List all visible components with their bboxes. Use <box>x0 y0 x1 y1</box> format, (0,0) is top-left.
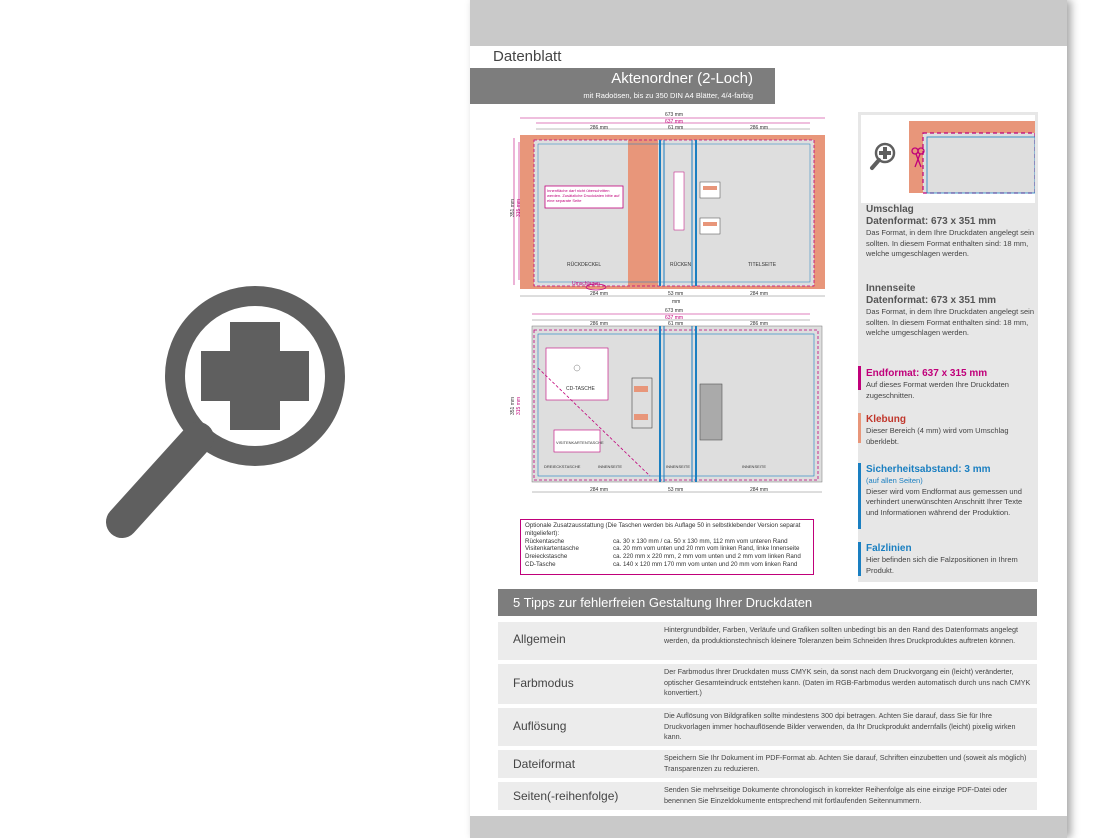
tip-text: Der Farbmodus Ihrer Druckdaten muss CMYK sein, da sonst nach dem Druckvorgang ein (leicht) veränderter, optischer Gesamteindruck entstehen kann. (Daten im RGB-Farbmodus werden automatisch durch uns nach CMYK konvertiert.) <box>664 667 1031 697</box>
inside-label-3: INNENSEITE <box>742 464 767 469</box>
dim-left: 286 mm <box>590 321 609 327</box>
product-subtitle: mit Radoösen, bis zu 350 DIN A4 Blätter, 4/4-farbig <box>583 91 753 100</box>
tip-label: Auflösung <box>513 719 567 733</box>
tip-row <box>498 622 1037 660</box>
dim-right: 286 mm <box>750 321 769 327</box>
back-label: RÜCKDECKEL <box>567 262 602 268</box>
tip-label: Seiten(-reihenfolge) <box>513 789 619 803</box>
falz-marker <box>858 542 861 576</box>
dim-height-outer: 351 mm <box>510 396 517 416</box>
extras-row: Rückentasche ca. 30 x 130 mm / ca. 50 x 130 mm, 112 mm vom unteren Rand <box>525 537 788 545</box>
tip-text: Senden Sie mehrseitige Dokumente chronologisch in korrekter Reihenfolge als eine einzige PDF-Datei oder benennen Sie Einzeldokumente entsprechend mit fortlaufenden Seitennummern. <box>664 785 1008 805</box>
legend-sicherheit: Sicherheitsabstand: 3 mm (auf allen Seiten) Dieser wird vom Endformat aus gemessen und verhindert unerwünschten Anschnitt Ihrer Texte und Informationen während der Produktion. <box>866 464 1023 517</box>
inside-diagram <box>510 308 840 508</box>
dim-spine: 61 mm <box>668 321 684 327</box>
title-bar <box>470 68 775 104</box>
dim-total: 673 mm <box>665 308 684 314</box>
front-label: TITELSEITE <box>748 262 777 268</box>
dim-height-inner: 315 mm <box>516 396 523 416</box>
legend-innenseite: Innenseite Datenformat: 673 x 351 mm Das Format, in dem Ihre Druckdaten angelegt sein sollten. In diesem Format enthalten sind: 18 mm, welche umgeschlagen werden. <box>866 283 1034 337</box>
inside-label-1: INNENSEITE <box>598 464 623 469</box>
legend-endformat: Endformat: 637 x 315 mm Auf dieses Format werden Ihre Druckdaten zugeschnitten. <box>866 368 1009 400</box>
note-text: Innenfläche darf nicht überschritten werden. Zusätzliche Druckdaten bitte auf eine separate Seite <box>547 188 620 203</box>
zoom-in-icon[interactable] <box>872 144 894 168</box>
tip-label: Dateiformat <box>513 757 576 771</box>
dim-total: 673 mm <box>665 112 684 118</box>
tip-row <box>498 664 1037 704</box>
cover-diagram <box>510 110 840 310</box>
dim-right: 286 mm <box>750 125 769 131</box>
dim-bottom-right: 284 mm <box>750 487 769 493</box>
tip-label: Allgemein <box>513 632 566 646</box>
spine-label: RÜCKEN <box>670 262 692 268</box>
legend-klebung: Klebung Dieser Bereich (4 mm) wird vom Umschlag überklebt. <box>866 414 1009 446</box>
tip-row <box>498 708 1037 746</box>
dim-left: 286 mm <box>590 125 609 131</box>
tip-text: Hintergrundbilder, Farben, Verläufe und Grafiken sollten unbedingt bis an den Rand des Datenformats angelegt werden, da produktionstechnisch kleinere Toleranzen beim Schneiden Ihres Druckproduktes auftreten können. <box>664 625 1019 645</box>
legend-thumbnail <box>861 115 1035 203</box>
tips-heading: 5 Tipps zur fehlerfreien Gestaltung Ihrer Druckdaten <box>498 589 1037 616</box>
optional-extras-box <box>520 519 814 575</box>
cd-pocket-label: CD-TASCHE <box>566 386 595 392</box>
dim-unit: mm <box>672 299 681 305</box>
dim-spine: 61 mm <box>668 125 684 131</box>
dim-height-outer: 351 mm <box>510 198 517 218</box>
legend-panel <box>858 112 1038 582</box>
dim-bottom-left: 284 mm <box>590 487 609 493</box>
extras-row: CD-Tasche ca. 140 x 120 mm 170 mm vom unten und 20 mm vom linken Rand <box>525 560 798 568</box>
glue-label: Umschlagen <box>572 281 600 287</box>
tip-label: Farbmodus <box>513 676 574 690</box>
dim-bottom-spine: 53 mm <box>668 487 684 493</box>
endformat-marker <box>858 366 861 390</box>
dim-bottom-spine: 53 mm <box>668 291 684 297</box>
sicherheit-marker <box>858 463 861 529</box>
legend-falz: Falzlinien Hier befinden sich die Falzpositionen in Ihrem Produkt. <box>866 543 1018 575</box>
tip-text: Speichern Sie Ihr Dokument im PDF-Format ab. Achten Sie darauf, Schriften einzubetten und (soweit als möglich) Transparenzen zu reduzieren. <box>664 753 1027 773</box>
dim-inner: 637 mm <box>665 119 684 125</box>
dim-inner: 637 mm <box>665 315 684 321</box>
zoom-in-icon[interactable] <box>100 210 360 550</box>
datasheet-tab: Datenblatt <box>470 46 590 68</box>
card-pocket-label: VISITENKARTENTASCHE <box>556 440 604 445</box>
dim-height-inner: 315 mm <box>516 198 523 218</box>
datasheet-page <box>470 0 1067 838</box>
dim-bottom-right: 284 mm <box>750 291 769 297</box>
page-header-band <box>470 0 1067 46</box>
corner-pocket-label: DREIECKSTASCHE <box>544 464 581 469</box>
inside-label-2: INNENSEITE <box>666 464 691 469</box>
dim-bottom-left: 284 mm <box>590 291 609 297</box>
page-footer-band <box>470 816 1067 838</box>
klebung-marker <box>858 413 861 443</box>
tip-row <box>498 750 1037 778</box>
tip-text: Die Auflösung von Bildgrafiken sollte mindestens 300 dpi betragen. Achten Sie darauf, dass Sie für Ihre Druckvorlagen immer hochauflösende Bilder verwenden, da Ihr Druckprodukt andernfalls (leicht) pixelig wirken kann. <box>664 711 1016 741</box>
legend-umschlag: Umschlag Datenformat: 673 x 351 mm Das Format, in dem Ihre Druckdaten angelegt sein sollten. In diesem Format enthalten sind: 18 mm, welche umgeschlagen werden. <box>866 204 1034 258</box>
extras-row: Dreieckstasche ca. 220 mm x 220 mm, 2 mm vom unten und 2 mm vom linken Rand <box>525 553 801 561</box>
extras-title: Optionale Zusatzausstattung (Die Taschen werden bis Auflage 50 in selbstklebender Version separat mitgeliefert): <box>525 522 801 537</box>
product-title: Aktenordner (2-Loch) <box>611 70 753 87</box>
extras-row: Visitenkartentasche ca. 20 mm vom unten und 20 mm vom linken Rand, linke Innenseite <box>525 545 800 553</box>
tip-row <box>498 782 1037 810</box>
